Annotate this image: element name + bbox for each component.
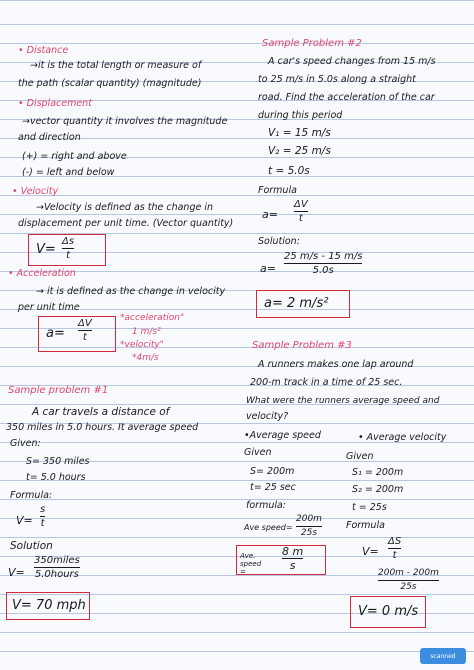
problem1-line-1: A car travels a distance of: [32, 406, 170, 418]
problem3-vb-fraction: [388, 536, 401, 561]
problem3-avg-velocity-heading: • Average velocity: [358, 432, 447, 443]
acceleration-line-1: → it is defined as the change in velocity: [36, 286, 226, 297]
problem2-heading: Sample Problem #2: [262, 38, 362, 49]
problem3-vb-den: t: [392, 550, 397, 561]
problem3-given-a: Given: [244, 447, 272, 458]
velocity-formula-den: t: [66, 250, 70, 261]
problem2-solution-lhs: a=: [260, 262, 276, 275]
problem3-vb-lhs: V=: [362, 545, 379, 558]
problem1-solution: Solution: [10, 540, 53, 552]
problem1-s-value: S= 350 miles: [26, 456, 90, 467]
problem1-formula: Formula:: [10, 490, 53, 501]
problem2-v1: V₁ = 15 m/s: [268, 127, 331, 139]
problem1-formula-fraction: [40, 504, 45, 529]
problem2-solution-den: 5.0s: [312, 265, 334, 276]
problem3-answer-a-num: 8 m: [282, 545, 304, 558]
acceleration-heading: • Acceleration: [8, 268, 76, 279]
acceleration-line-2: per unit time: [18, 302, 80, 313]
problem2-formula-den: t: [298, 213, 303, 224]
distance-line-1: →it is the total length or measure of: [30, 60, 202, 71]
problem1-formula-lhs: V=: [16, 514, 33, 527]
velocity-formula-lhs: V=: [36, 242, 56, 257]
acceleration-note-2: 1 m/s²: [132, 327, 161, 337]
problem2-solution-num: 25 m/s - 15 m/s: [284, 251, 363, 262]
problem3-answer-a-lhs: Ave. speed =: [240, 552, 262, 576]
acceleration-formula-fraction: [78, 318, 92, 343]
acceleration-formula-num: ΔV: [78, 318, 92, 329]
velocity-line-1: →Velocity is defined as the change in: [36, 202, 214, 213]
problem1-formula-num: s: [40, 504, 46, 515]
displacement-line-4: (-) = left and below: [22, 167, 115, 178]
problem1-answer: V= 70 mph: [12, 598, 86, 613]
problem1-given: Given:: [10, 438, 41, 449]
problem3-ave-speed-num: 200m: [296, 514, 322, 524]
problem3-line-1: A runners makes one lap around: [258, 359, 414, 370]
problem3-s1: S₁ = 200m: [352, 467, 404, 478]
problem2-formula: Formula: [258, 185, 297, 196]
acceleration-note-3: *velocity": [120, 340, 164, 350]
problem3-vb-num: ΔS: [388, 536, 402, 547]
problem3-avg-speed-heading: •Average speed: [244, 430, 321, 441]
problem3-formula-b: Formula: [346, 520, 385, 531]
problem3-ave-speed-den: 25s: [300, 528, 318, 538]
problem3-vb2-den: 25s: [400, 582, 417, 592]
velocity-formula-num: Δs: [62, 236, 75, 247]
problem1-solution-num: 350miles: [34, 555, 80, 566]
acceleration-note-4: *4m/s: [132, 353, 159, 363]
problem2-line-2: to 25 m/s in 5.0s along a straight: [258, 74, 416, 85]
problem3-formula-a: formula:: [246, 500, 286, 511]
scanner-watermark-logo: scanned: [420, 648, 466, 664]
problem2-t: t = 5.0s: [268, 165, 310, 177]
displacement-line-1: →vector quantity it involves the magnitude: [22, 116, 228, 127]
problem3-t-b: t = 25s: [352, 502, 387, 513]
acceleration-formula-den: t: [82, 332, 87, 343]
velocity-heading: • Velocity: [12, 186, 59, 197]
problem1-formula-den: t: [40, 518, 45, 529]
problem2-v2: V₂ = 25 m/s: [268, 145, 331, 157]
problem3-line-3: What were the runners average speed and: [246, 396, 440, 406]
problem3-ave-speed-lhs: Ave speed=: [244, 523, 293, 532]
problem3-answer-a-fraction: [282, 546, 303, 571]
problem3-t-a: t= 25 sec: [250, 482, 296, 493]
problem2-formula-num: ΔV: [294, 199, 308, 210]
problem3-line-2: 200-m track in a time of 25 sec.: [250, 377, 403, 388]
problem3-line-4: velocity?: [246, 411, 289, 422]
problem1-solution-den: 5.0hours: [34, 569, 79, 580]
problem1-heading: Sample problem #1: [8, 385, 109, 396]
acceleration-note-1: *acceleration": [120, 313, 185, 323]
problem2-formula-lhs: a=: [262, 208, 278, 221]
problem3-vb2-num: 200m - 200m: [378, 568, 439, 578]
problem3-answer-b: V= 0 m/s: [358, 604, 419, 619]
problem1-t-value: t= 5.0 hours: [26, 472, 86, 483]
problem2-line-4: during this period: [258, 110, 343, 121]
problem2-answer: a= 2 m/s²: [264, 296, 329, 311]
problem3-answer-a-den: s: [289, 559, 296, 572]
acceleration-formula-lhs: a=: [46, 326, 65, 341]
problem3-s-a: S= 200m: [250, 466, 295, 477]
problem2-solution: Solution:: [258, 236, 300, 247]
problem3-vb2-fraction: [378, 568, 439, 593]
velocity-formula-fraction: [62, 236, 74, 261]
distance-line-2: the path (scalar quantity) (magnitude): [18, 78, 202, 89]
problem2-solution-fraction: [284, 251, 362, 276]
problem2-formula-fraction: [294, 199, 308, 224]
problem1-solution-fraction: [34, 555, 80, 580]
displacement-line-3: (+) = right and above: [22, 151, 127, 162]
problem2-line-3: road. Find the acceleration of the car: [258, 92, 435, 103]
displacement-heading: • Displacement: [18, 98, 92, 109]
problem3-ave-speed-fraction: [296, 514, 322, 539]
problem3-heading: Sample Problem #3: [252, 340, 352, 351]
displacement-line-2: and direction: [18, 132, 81, 143]
problem1-line-2: 350 miles in 5.0 hours. It average speed: [6, 422, 199, 433]
velocity-line-2: displacement per unit time. (Vector quantity): [18, 218, 234, 229]
distance-heading: • Distance: [18, 45, 69, 56]
problem1-solution-lhs: V=: [8, 566, 25, 579]
problem3-s2: S₂ = 200m: [352, 484, 404, 495]
problem3-given-b: Given: [346, 451, 374, 462]
problem2-line-1: A car's speed changes from 15 m/s: [268, 56, 436, 67]
